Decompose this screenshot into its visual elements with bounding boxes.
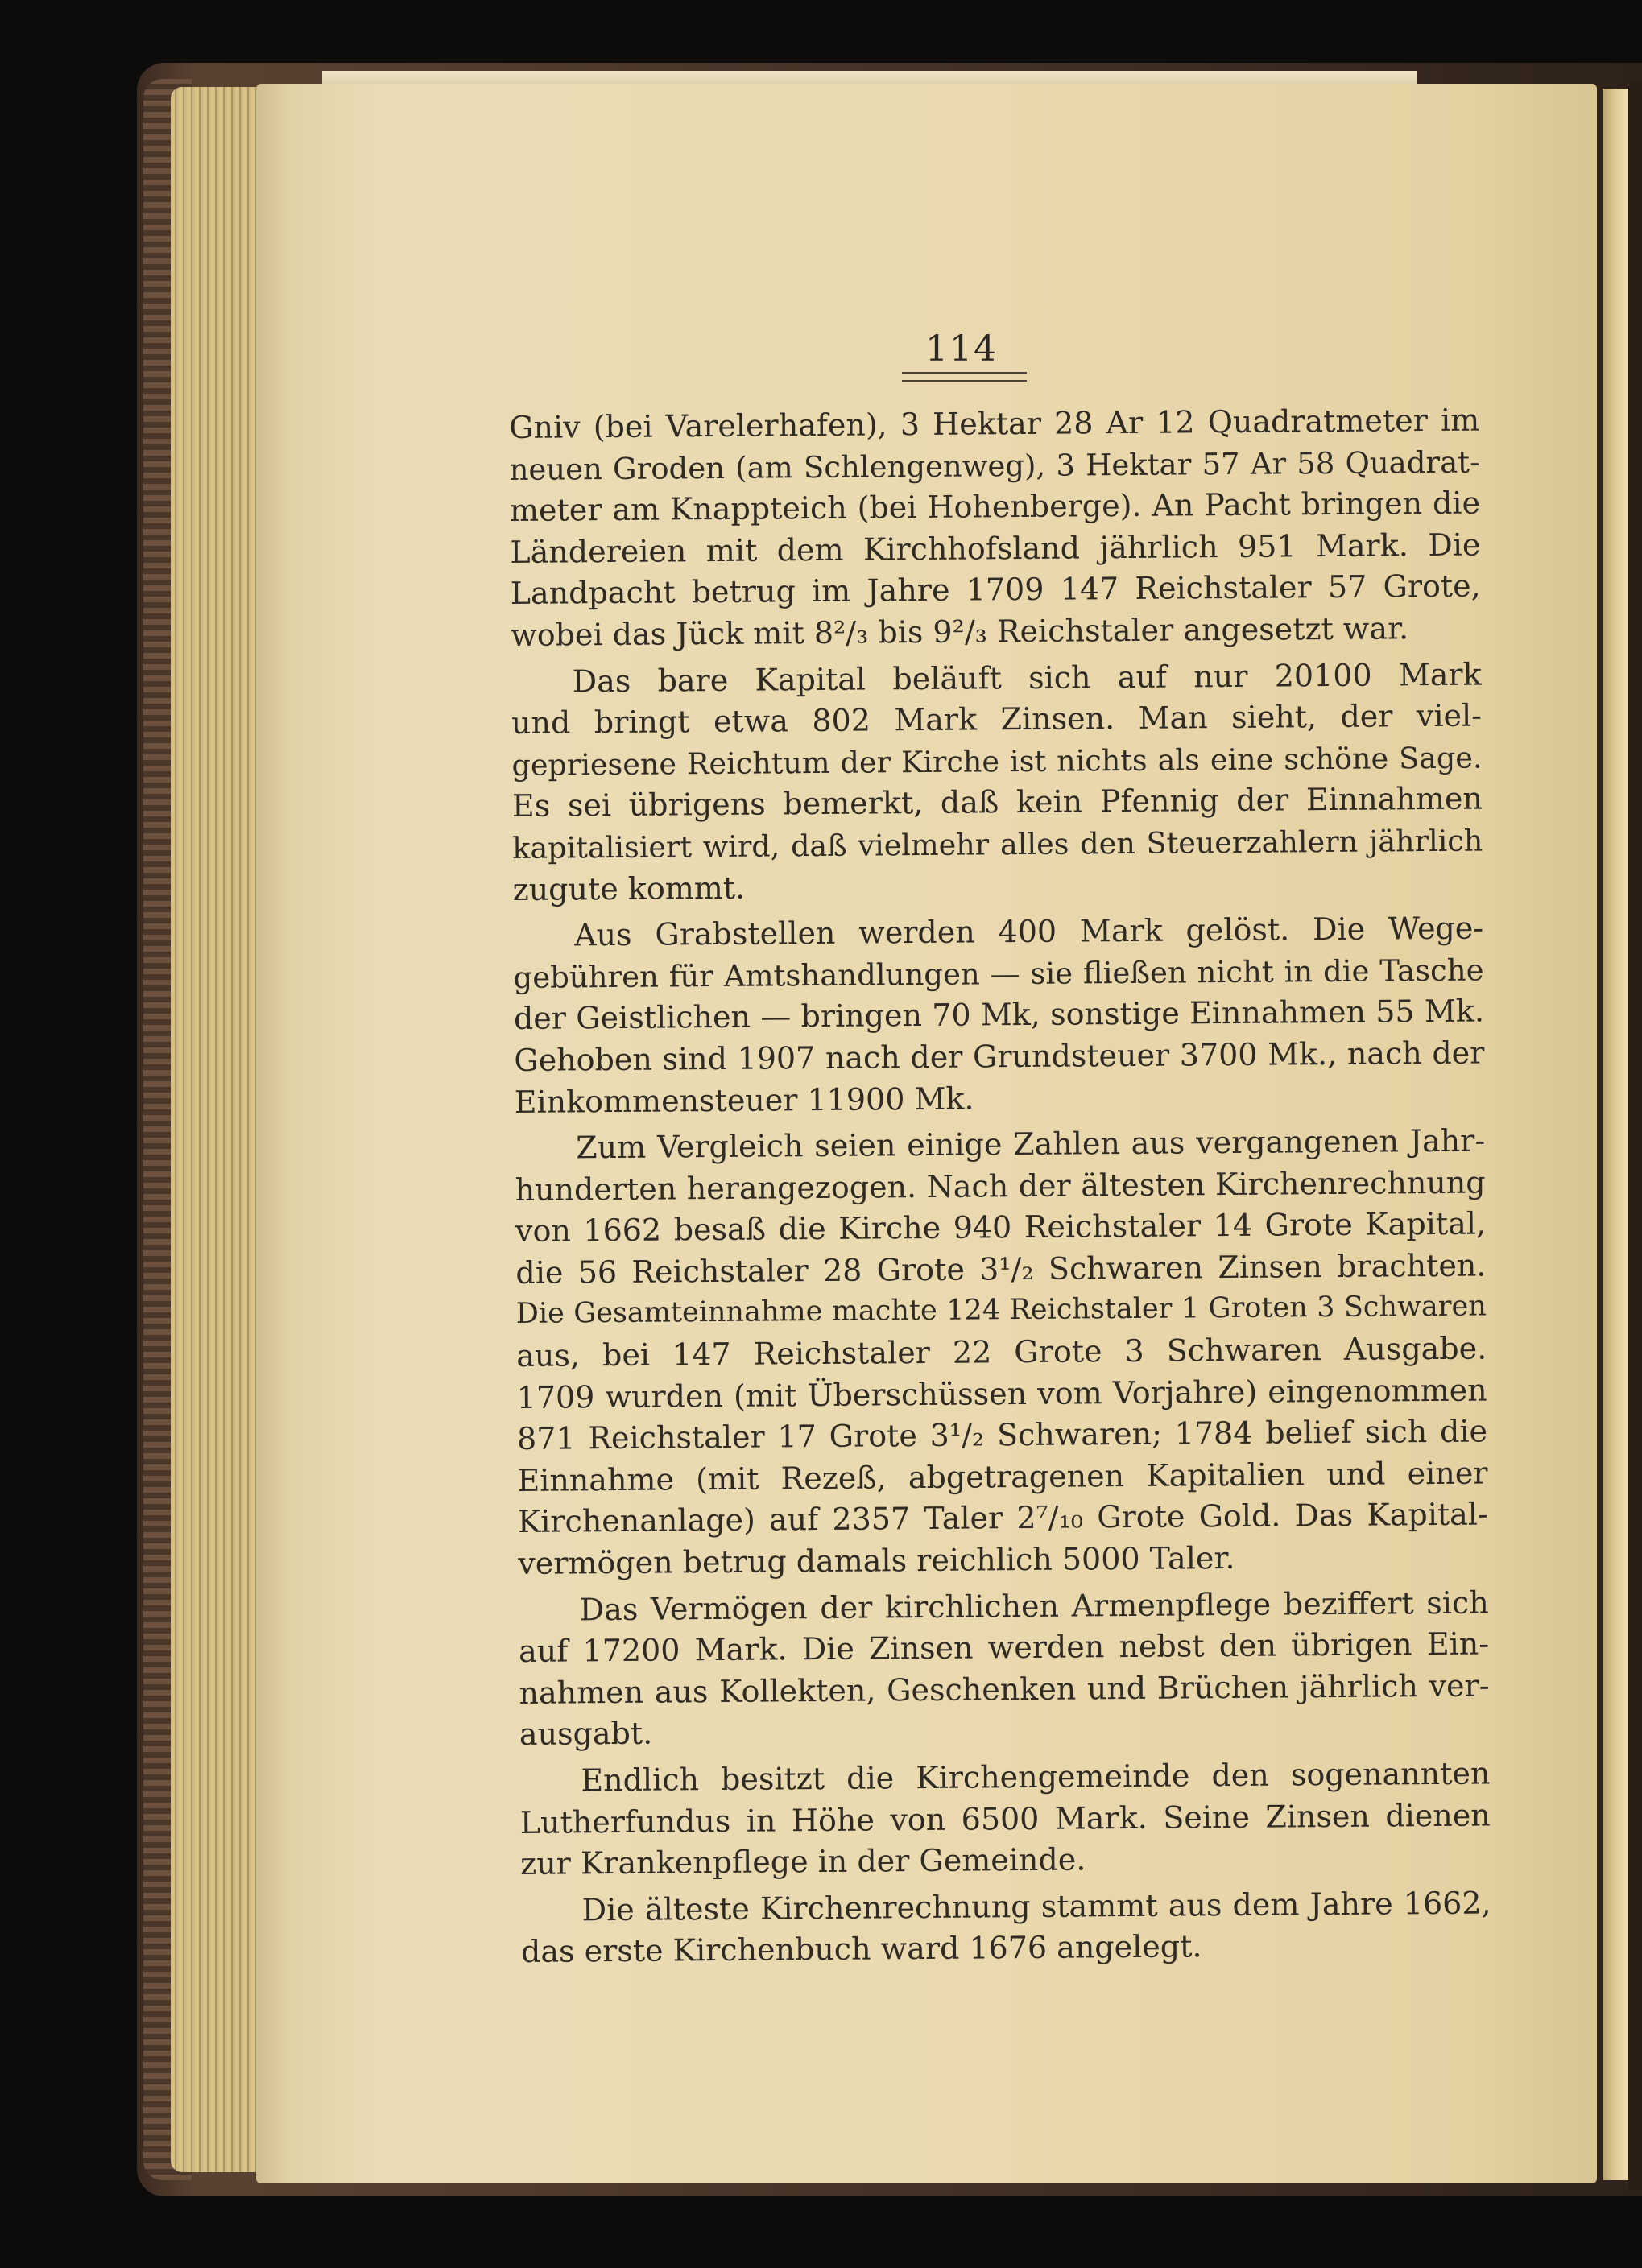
text-line: zugute kommt. <box>512 870 746 907</box>
text-line: kapitalisiert wird, daß vielmehr alles den Steuerzahlern jährlich <box>512 823 1483 865</box>
body-text <box>509 400 1491 1973</box>
text-line: Es sei übrigens bemerkt, daß kein Pfennig der Einnahmen <box>511 780 1483 824</box>
text-line: Kirchenanlage) auf 2357 Taler 2⁷/₁₀ Grote Gold. Das Kapital- <box>517 1496 1489 1540</box>
text-line: nahmen aus Kollekten, Geschenken und Brüchen jährlich ver- <box>519 1667 1490 1711</box>
text-line: hunderten herangezogen. Nach der ältesten Kirchenrechnung <box>515 1164 1486 1208</box>
text-line: Einnahme (mit Rezeß, abgetragenen Kapitalien und einer <box>517 1455 1488 1498</box>
text-line: Die älteste Kirchenrechnung stammt aus dem Jahre 1662, <box>581 1885 1491 1928</box>
text-line: Lutherfundus in Höhe von 6500 Mark. Seine Zinsen dienen <box>519 1797 1491 1840</box>
text-line: gepriesene Reichtum der Kirche ist nichts als eine schöne Sage. <box>511 740 1483 783</box>
gutter <box>1603 89 1628 2180</box>
text-line: und bringt etwa 802 Mark Zinsen. Man sieht, der viel- <box>511 697 1483 742</box>
text-line: meter am Knappteich (bei Hohenberge). An Pacht bringen die <box>509 485 1481 529</box>
text-line: Zum Vergleich seien einige Zahlen aus vergangenen Jahr- <box>576 1122 1486 1166</box>
text-line: der Geistlichen — bringen 70 Mk, sonstige Einnahmen 55 Mk. <box>513 993 1485 1037</box>
text-line: die 56 Reichstaler 28 Grote 3¹/₂ Schwaren Zinsen brachten. <box>515 1247 1487 1291</box>
text-line: aus, bei 147 Reichstaler 22 Grote 3 Schwaren Ausgabe. <box>516 1330 1487 1374</box>
text-line: auf 17200 Mark. Die Zinsen werden nebst den übrigen Ein- <box>518 1626 1490 1670</box>
text-line: ausgabt. <box>519 1716 653 1753</box>
text-line: 1709 wurden (mit Überschüssen vom Vorjahre) eingenommen <box>516 1372 1487 1415</box>
text-line: gebühren für Amtshandlungen — sie fließen nicht in die Tasche <box>513 952 1484 995</box>
text-line: Gniv (bei Varelerhafen), 3 Hektar 28 Ar 12 Quadratmeter im <box>509 402 1480 445</box>
text-line: Ländereien mit dem Kirchhofsland jährlich 951 Mark. Die <box>510 527 1481 570</box>
text-line: Das bare Kapital beläuft sich auf nur 20100 Mark <box>572 656 1482 699</box>
text-line: Das Vermögen der kirchlichen Armenpflege beziffert sich <box>579 1584 1489 1627</box>
page-number-rule <box>902 372 1027 382</box>
spine <box>1628 81 1642 2190</box>
text-line: Aus Grabstellen werden 400 Mark gelöst. Die Wege- <box>573 910 1484 953</box>
text-line: Gehoben sind 1907 nach der Grundsteuer 3700 Mk., nach der <box>514 1035 1485 1078</box>
page-number: 114 <box>925 328 998 370</box>
text-line: von 1662 besaß die Kirche 940 Reichstaler 14 Grote Kapital, <box>515 1205 1487 1250</box>
text-line: Die Gesamteinnahme machte 124 Reichstaler 1 Groten 3 Schwaren <box>515 1290 1487 1331</box>
page-stack <box>171 87 267 2172</box>
text-line: wobei das Jück mit 8²/₃ bis 9²/₃ Reichstaler angesetzt war. <box>511 610 1409 653</box>
text-line: das erste Kirchenbuch ward 1676 angelegt. <box>520 1928 1202 1970</box>
text-line: Landpacht betrug im Jahre 1709 147 Reichstaler 57 Grote, <box>510 568 1481 612</box>
text-line: 871 Reichstaler 17 Grote 3¹/₂ Schwaren; 1784 belief sich die <box>516 1413 1488 1457</box>
text-line: neuen Groden (am Schlengenweg), 3 Hektar 57 Ar 58 Quadrat- <box>509 444 1480 487</box>
text-line: Endlich besitzt die Kirchengemeinde den sogenannten <box>581 1755 1491 1799</box>
text-line: Einkommensteuer 11900 Mk. <box>514 1080 974 1120</box>
text-line: vermögen betrug damals reichlich 5000 Taler. <box>518 1539 1235 1581</box>
text-line: zur Krankenpflege in der Gemeinde. <box>520 1841 1086 1882</box>
